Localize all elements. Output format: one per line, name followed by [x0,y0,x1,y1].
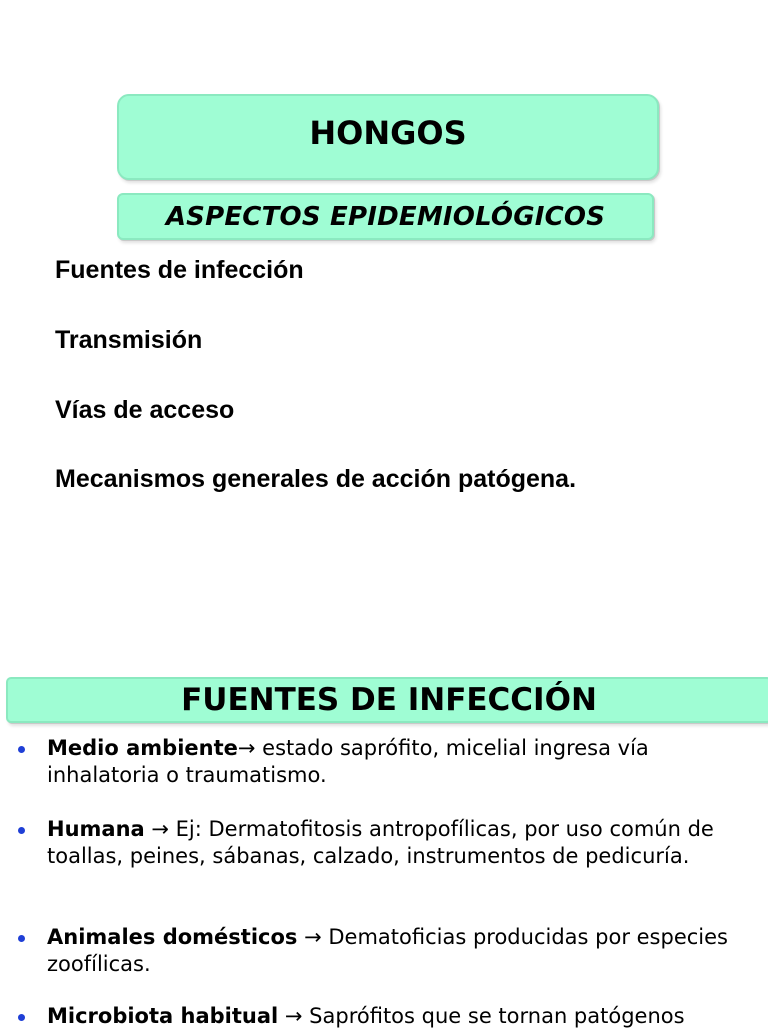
list-item [47,924,759,978]
topic-vias: Vías de acceso [55,396,235,424]
list-item [47,816,759,870]
bullet-text: Ej: Dermatofitosis antropofílicas, por uso común de toallas, peines, sábanas, calzado, instrumentos de pedicuría. [47,817,714,868]
topic-mecanismos: Mecanismos generales de acción patógena. [55,465,577,493]
topic-transmision: Transmisión [55,326,203,354]
bullet-dot [18,827,25,834]
arrow-icon: → [237,736,256,760]
slide-subtitle: ASPECTOS EPIDEMIOLÓGICOS [165,201,606,232]
bullet-term: Medio ambiente [47,736,238,760]
bullet-dot [18,1014,25,1021]
bullet-term: Humana [47,817,145,841]
arrow-icon: → [297,925,322,949]
slide-subtitle-banner [117,193,654,240]
arrow-icon: → [144,817,169,841]
list-item [47,735,759,789]
arrow-icon: → [278,1004,303,1028]
section-title: FUENTES DE INFECCIÓN [181,682,597,718]
bullet-dot [18,935,25,942]
list-item [47,1003,759,1030]
section-title-banner [6,677,768,723]
slide-title-banner [117,94,659,180]
bullet-term: Microbiota habitual [47,1004,279,1028]
bullet-text: Dematoficias producidas por especies zoofílicas. [47,925,728,976]
bullet-dot [18,746,25,753]
bullet-term: Animales domésticos [47,925,298,949]
bullet-text: estado saprófito, micelial ingresa vía inhalatoria o traumatismo. [47,736,649,787]
slide-title: HONGOS [309,114,467,152]
bullet-text: Saprófitos que se tornan patógenos [302,1004,685,1028]
topic-fuentes: Fuentes de infección [55,256,304,284]
